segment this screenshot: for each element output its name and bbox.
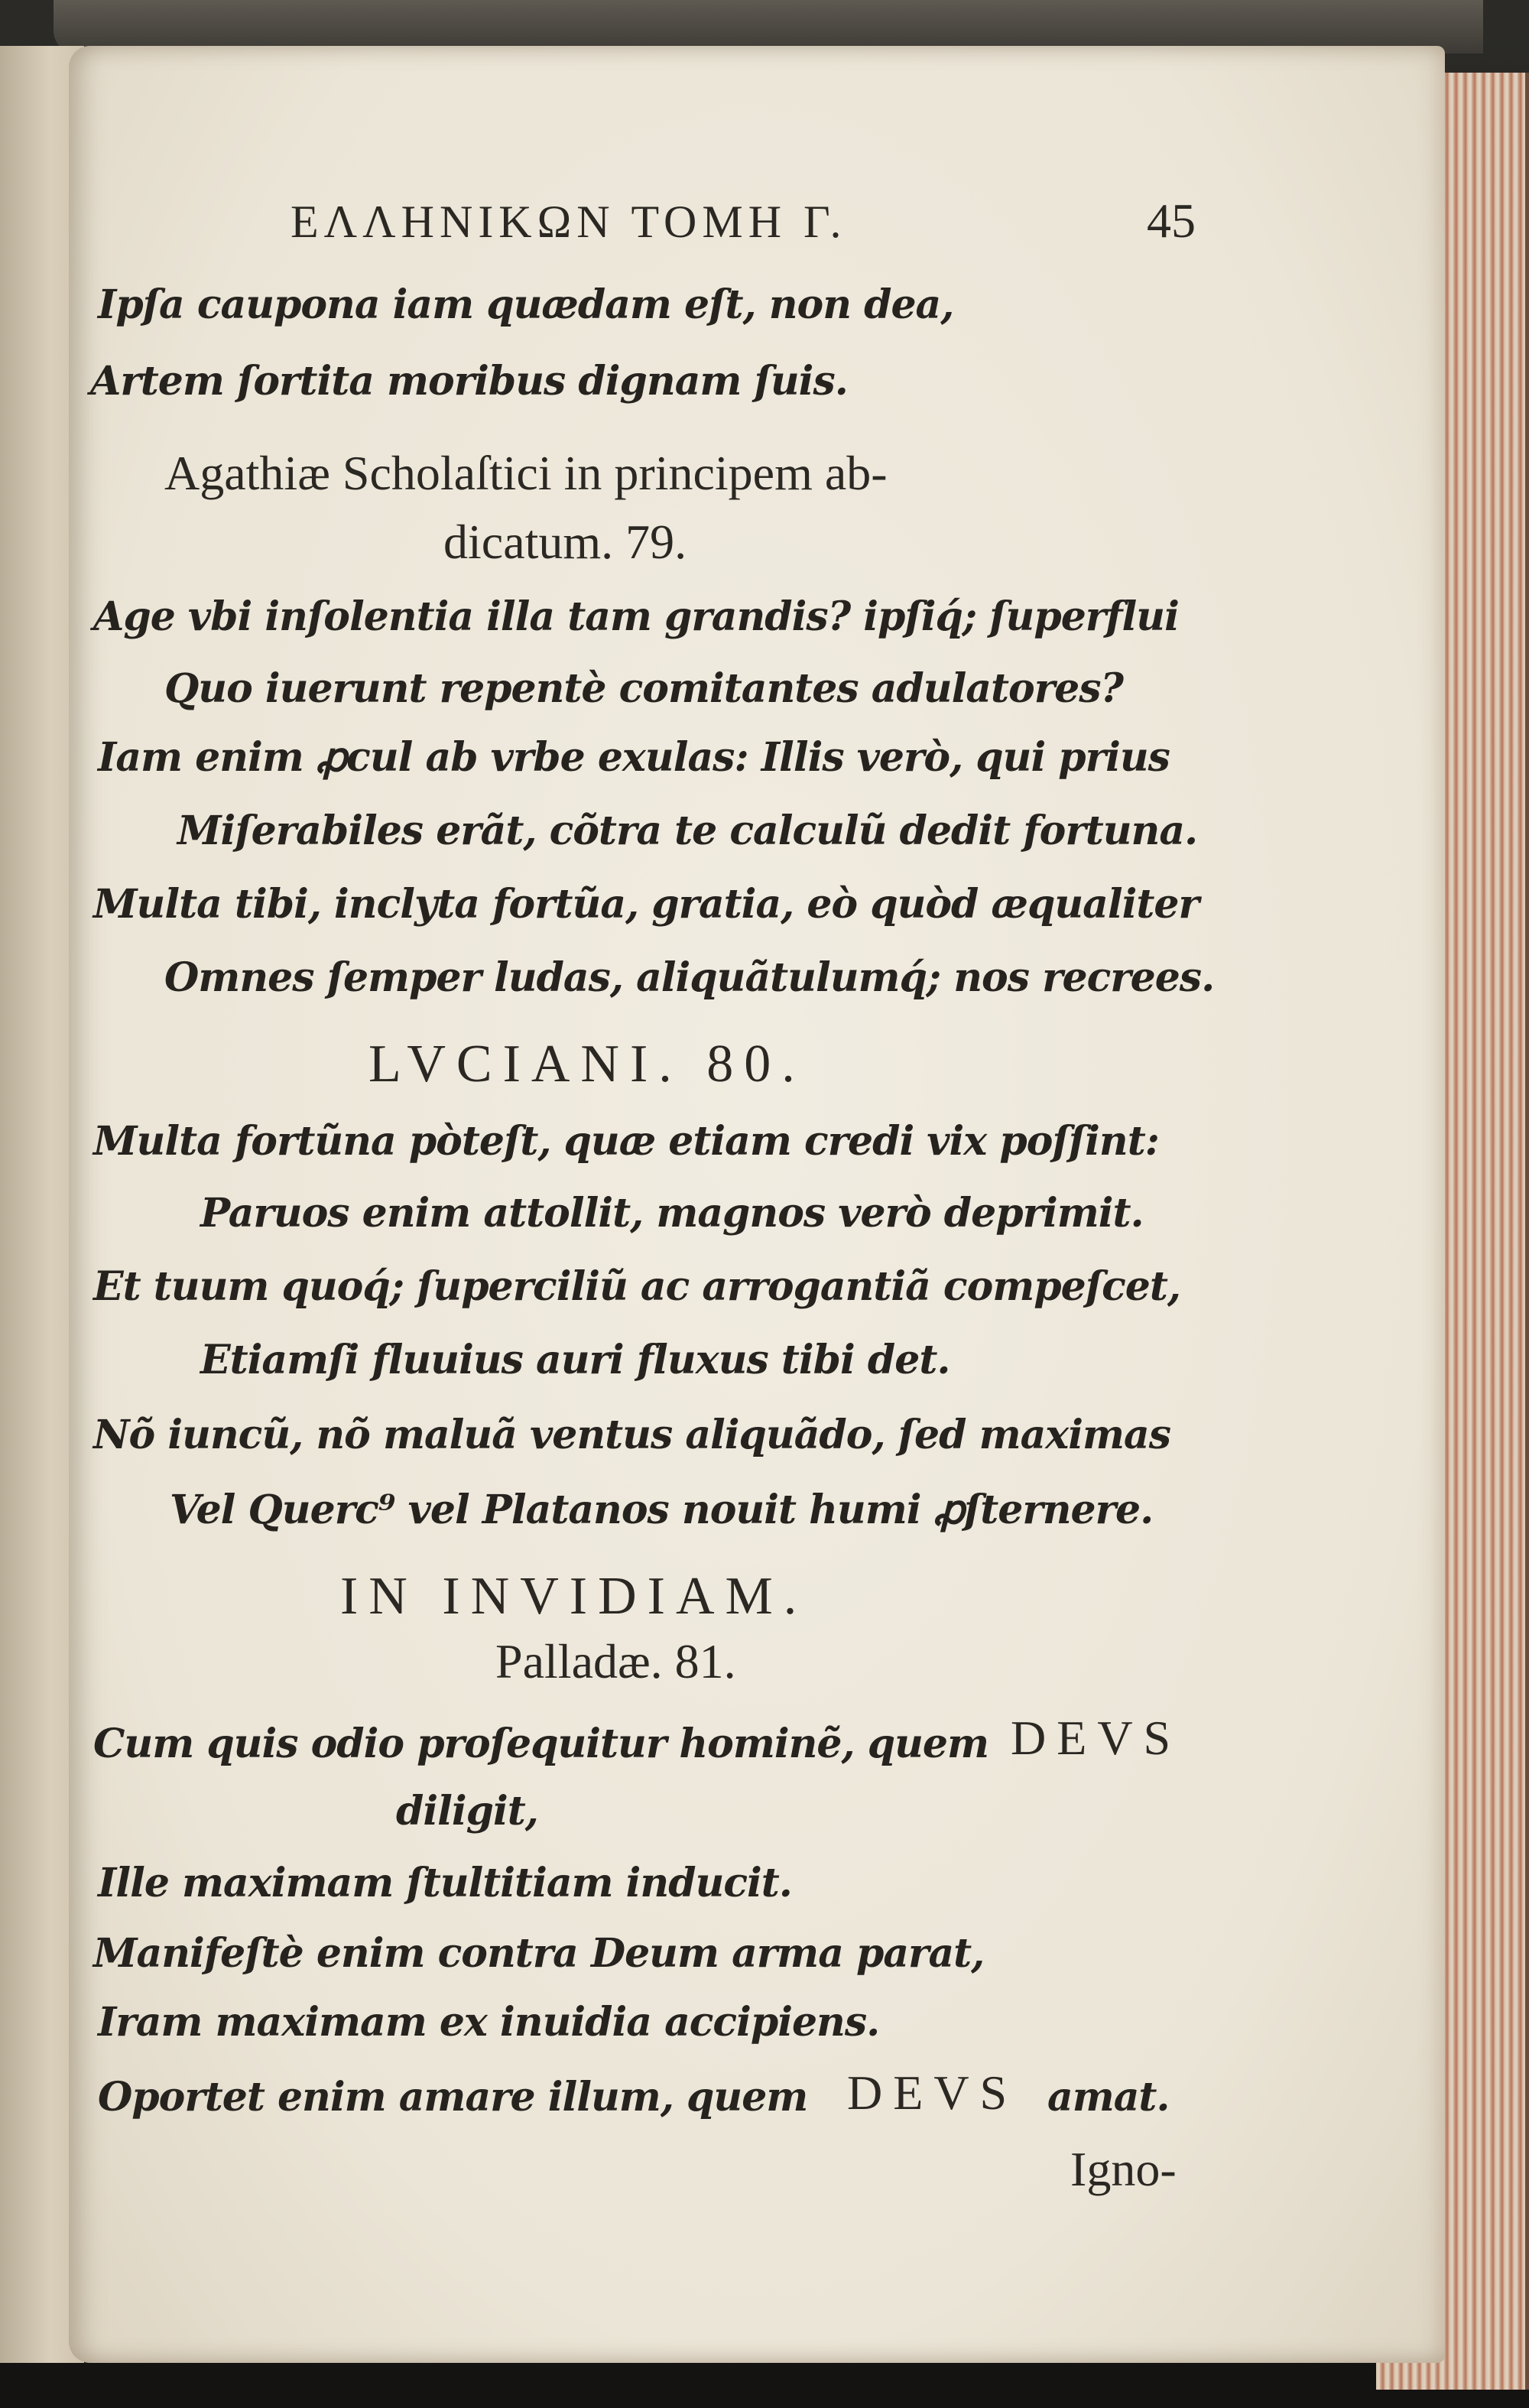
- verse-line: Miſerabiles erãt, cõtra te calculũ dedit fortuna.: [177, 808, 1198, 854]
- verse-line: Omnes ſemper ludas, aliquãtulumq́; nos recrees.: [164, 954, 1215, 1001]
- catchword: Igno-: [1070, 2142, 1177, 2196]
- verse-line: amat.: [1047, 2074, 1170, 2120]
- verse-line: Ille maximam ſtultitiam inducit.: [98, 1860, 792, 1906]
- verse-line: Oportet enim amare illum, quem: [98, 2074, 808, 2120]
- verse-line: Iram maximam ex inuidia accipiens.: [98, 1999, 880, 2046]
- verse-line: Manifeſtè enim contra Deum arma parat,: [93, 1930, 985, 1977]
- running-head: ΕΛΛΗΝΙΚΩΝ ΤΟΜΗ Γ.: [291, 197, 847, 247]
- verse-line: Artem ſortita moribus dignam ſuis.: [90, 358, 848, 405]
- section-title: IN INVIDIAM.: [340, 1567, 808, 1626]
- verse-line: Vel Querc⁹ vel Platanos nouit humi ꝓſternere.: [170, 1487, 1154, 1533]
- verse-line: Nõ iuncũ, nõ maluã ventus aliquãdo, ſed maximas: [93, 1412, 1171, 1458]
- verse-line: Iam enim ꝓcul ab vrbe exulas: Illis verò, qui prius: [98, 734, 1170, 781]
- epigram-title: LVCIANI. 80.: [368, 1035, 806, 1094]
- deus-word: DEVS: [847, 2065, 1018, 2120]
- verse-line: Cum quis odio proſequitur hominẽ, quem: [93, 1721, 988, 1767]
- verse-line: diligit,: [396, 1788, 538, 1834]
- page-number: 45: [1147, 193, 1196, 248]
- epigram-title: dicatum. 79.: [443, 515, 687, 569]
- epigram-subtitle: Palladæ. 81.: [495, 1634, 736, 1688]
- verse-line: Etiamſi fluuius auri fluxus tibi det.: [200, 1337, 950, 1383]
- verse-line: Age vbi inſolentia illa tam grandis? ipſiq́; ſuperflui: [93, 593, 1179, 640]
- deus-word: DEVS: [1011, 1711, 1182, 1765]
- verse-line: Ipſa caupona iam quædam eſt, non dea,: [98, 281, 954, 328]
- verse-line: Multa tibi, inclyta fortũa, gratia, eò quòd æqualiter: [93, 881, 1199, 928]
- epigram-title: Agathiæ Scholaſtici in principem ab-: [164, 446, 888, 500]
- verse-line: Et tuum quoq́; ſuperciliũ ac arrogantiã compeſcet,: [93, 1263, 1180, 1310]
- verse-line: Multa fortũna pòteſt, quæ etiam credi vix poſſint:: [93, 1118, 1159, 1165]
- verse-line: Paruos enim attollit, magnos verò deprimit.: [200, 1190, 1144, 1236]
- verse-line: Quo iuerunt repentè comitantes adulatores?: [164, 665, 1123, 712]
